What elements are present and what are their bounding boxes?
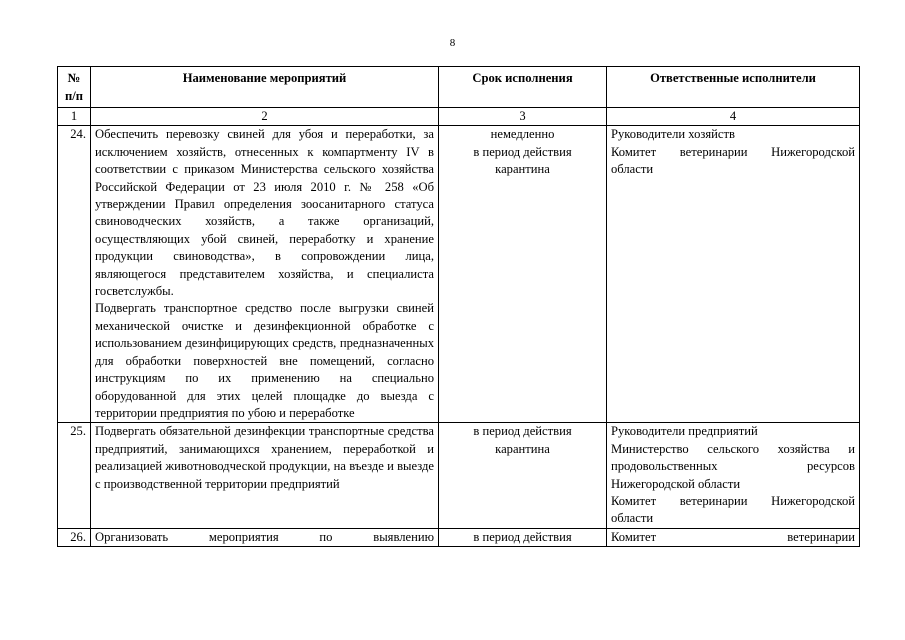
header-num: № п/п [58, 67, 91, 108]
page-number: 8 [449, 37, 456, 49]
row-number: 26. [58, 528, 91, 546]
measure-text: Подвергать обязательной дезинфекции транспортные средства предприятий, занимающихся хранением, переработкой и реализацией животноводческой продукции, на въезде и выезде с производственной территории предприятий [91, 423, 439, 528]
header-name: Наименование мероприятий [91, 67, 439, 108]
term-cell [439, 423, 607, 528]
row-number: 25. [58, 423, 91, 528]
header-term: Срок исполнения [439, 67, 607, 108]
responsible-line: Комитет ветеринарии Нижегородской области [611, 493, 855, 526]
index-cell: 3 [439, 108, 607, 126]
index-cell: 4 [607, 108, 860, 126]
measure-text-continued: Подвергать транспортное средство после выгрузки свиней механической очистке и дезинфекционной обработке с использованием дезинфицирующих средств, предназначенных для обработки поверхностей вне помещений, согласно инструкциям по их применению на специально оборудованной для этих целей площадке до выезда с территории предприятия по убою и переработке [95, 301, 434, 420]
table-header-row [58, 67, 860, 108]
table-row [58, 528, 860, 546]
measure-text: Организовать мероприятия по выявлению [91, 528, 439, 546]
index-cell: 1 [58, 108, 91, 126]
term-line: карантина [495, 162, 550, 177]
responsible-line: Руководители предприятий [611, 424, 758, 439]
index-cell: 2 [91, 108, 439, 126]
table-row [58, 423, 860, 528]
responsible-line: Министерство сельского хозяйства и продовольственных ресурсов Нижегородской области [611, 441, 855, 491]
responsible-line: Комитет ветеринарии [607, 528, 860, 546]
term-cell [439, 126, 607, 423]
responsible-line: Комитет ветеринарии Нижегородской области [611, 144, 855, 177]
measures-table [57, 66, 860, 547]
term-line: в период действия [439, 528, 607, 546]
term-line: немедленно [490, 127, 555, 142]
measure-text: Обеспечить перевозку свиней для убоя и переработки, за исключением хозяйств, отнесенных к компартменту IV в соответствии с приказом Министерства сельского хозяйства Российской Федерации от 23 июля 2010 г. № 258 «Об утверждении Правил определения зоосанитарного статуса свиноводческих хозяйств, а также организаций, осуществляющих убой свиней, переработку и хранение продукции свиноводства», в сопровождении лица, являющегося представителем хозяйства, и специалиста госветслужбы. [95, 127, 434, 299]
header-responsible: Ответственные исполнители [607, 67, 860, 108]
table-row [58, 126, 860, 423]
measure-cell [91, 126, 439, 423]
term-line: в период действия [473, 144, 572, 159]
term-line: карантина [495, 441, 550, 456]
index-row [58, 108, 860, 126]
responsible-line: Руководители хозяйств [611, 127, 735, 142]
row-number: 24. [58, 126, 91, 423]
responsible-cell [607, 423, 860, 528]
responsible-cell [607, 126, 860, 423]
term-line: в период действия [473, 424, 572, 439]
